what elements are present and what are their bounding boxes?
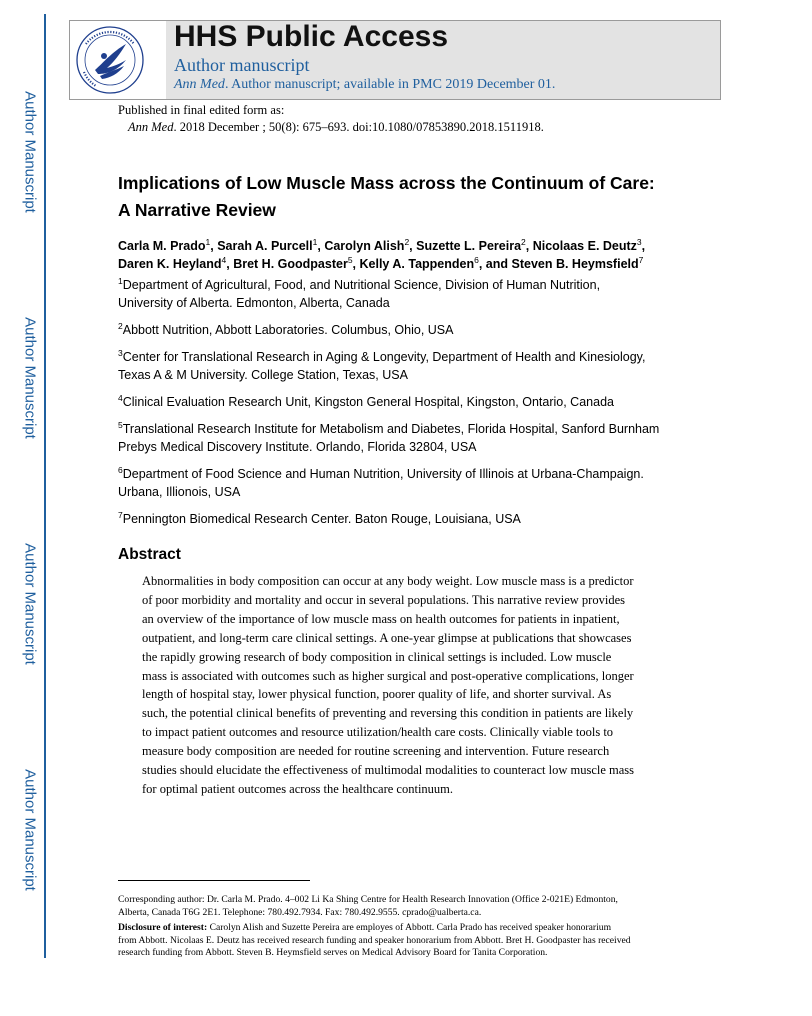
citation: Ann Med. 2018 December ; 50(8): 675–693. doi:10.1080/07853890.2018.1511918. <box>128 120 544 134</box>
abstract-body: Abnormalities in body composition can occur at any body weight. Low muscle mass is a predictor of poor morbidity and mortality and occur in several populations. This narrative review provides an overview of the importance of low muscle mass on health outcomes for patients in inpatient, outpatient, and long-term care clinical settings. A one-year glimpse at publications that showcases the rapidly growing research of body composition in clinical settings is included. Low muscle mass is associated with outcomes such as higher surgical and post-operative complications, longer length of hospital stay, lower physical function, poorer quality of life, and shorter survival. As such, the potential clinical benefits of preventing and reversing this condition in patients are likely to impact patient outcomes and resource utilization/health care costs. Clinically viable tools to measure body composition are needed for routine screening and intervention. Future research studies should elucidate the effectiveness of multimodal modalities to counteract low muscle mass for optimal patient outcomes across the healthcare continuum. <box>142 574 635 796</box>
abstract-heading: Abstract <box>118 546 181 563</box>
journal-name: Ann Med <box>174 77 225 92</box>
corresponding-author-note: Corresponding author: Dr. Carla M. Prado. 4–002 Li Ka Shing Centre for Health Research Innovation (Office 2-021E) Edmonton, Alberta, Canada T6G 2E1. Telephone: 780.492.7934. Fax: 780.492.9555. cprado@ualberta.ca. <box>118 894 618 918</box>
affiliation: $^6$Department of Food Science and Human Nutrition, University of Illinois at Urbana-Champaign. Urbana, Illionois, USA <box>118 465 644 499</box>
author-manuscript-subtitle: Author manuscript <box>174 55 310 75</box>
author-name: Kelly A. Tappenden <box>359 257 475 271</box>
affiliation: $^3$Center for Translational Research in Aging & Longevity, Department of Health and Kinesiology, Texas A & M University. College Station, Texas, USA <box>118 348 646 382</box>
hhs-seal-logo-icon <box>74 24 146 96</box>
affiliation: $^1$Department of Agricultural, Food, and Nutritional Science, Division of Human Nutrition, University of Alberta. Edmonton, Alberta, Canada <box>118 276 601 310</box>
affiliation: $^4$Clinical Evaluation Research Unit, Kingston General Hospital, Kingston, Ontario, Canada <box>118 393 614 409</box>
author-name: Suzette L. Pereira <box>416 239 522 253</box>
author-name: Steven B. Heymsfield <box>511 257 639 271</box>
author-name: Carolyn Alish <box>324 239 405 253</box>
footnote-rule <box>118 880 310 881</box>
affiliation: $^7$Pennington Biomedical Research Center. Baton Rouge, Louisiana, USA <box>118 510 521 526</box>
hhs-public-access-title: HHS Public Access <box>174 20 448 53</box>
publication-note: Published in final edited form as: <box>118 103 285 117</box>
disclosure-note: Disclosure of interest: Carolyn Alish and Suzette Pereira are employes of Abbott. Carla Prado has received speaker honorarium from Abbott. Nicolaas E. Deutz has received research funding and speaker honorarium from Abbott. Bret H. Goodpaster has received research funding from Abbott. Steven B. Heymsfield serves on Medical Advisory Board for Tanita Corporation. <box>118 922 631 958</box>
author-name: Bret H. Goodpaster <box>233 257 348 271</box>
sidebar-rule <box>44 14 46 958</box>
availability-line: Ann Med. Author manuscript; available in PMC 2019 December 01. <box>174 77 556 92</box>
author-list: Carla M. Prado$^1$, Sarah A. Purcell$^1$, Carolyn Alish$^2$, Suzette L. Pereira$^2$, Nicolaas E. Deutz$^3$, Daren K. Heyland$^4$, Bret H. Goodpaster$^5$, Kelly A. Tappenden$^6$, and Steven B. Heymsfield$^7$ <box>118 237 646 271</box>
affiliation: $^2$Abbott Nutrition, Abbott Laboratories. Columbus, Ohio, USA <box>118 321 454 337</box>
author-name: Daren K. Heyland <box>118 257 222 271</box>
affiliation: $^5$Translational Research Institute for Metabolism and Diabetes, Florida Hospital, Sanford Burnham Prebys Medical Discovery Institute. Orlando, Florida 32804, USA <box>118 420 660 454</box>
article-title: Implications of Low Muscle Mass across the Continuum of Care: A Narrative Review <box>118 173 655 220</box>
author-name: Sarah A. Purcell <box>217 239 313 253</box>
author-name: Carla M. Prado <box>118 239 206 253</box>
author-name: Nicolaas E. Deutz <box>532 239 637 253</box>
